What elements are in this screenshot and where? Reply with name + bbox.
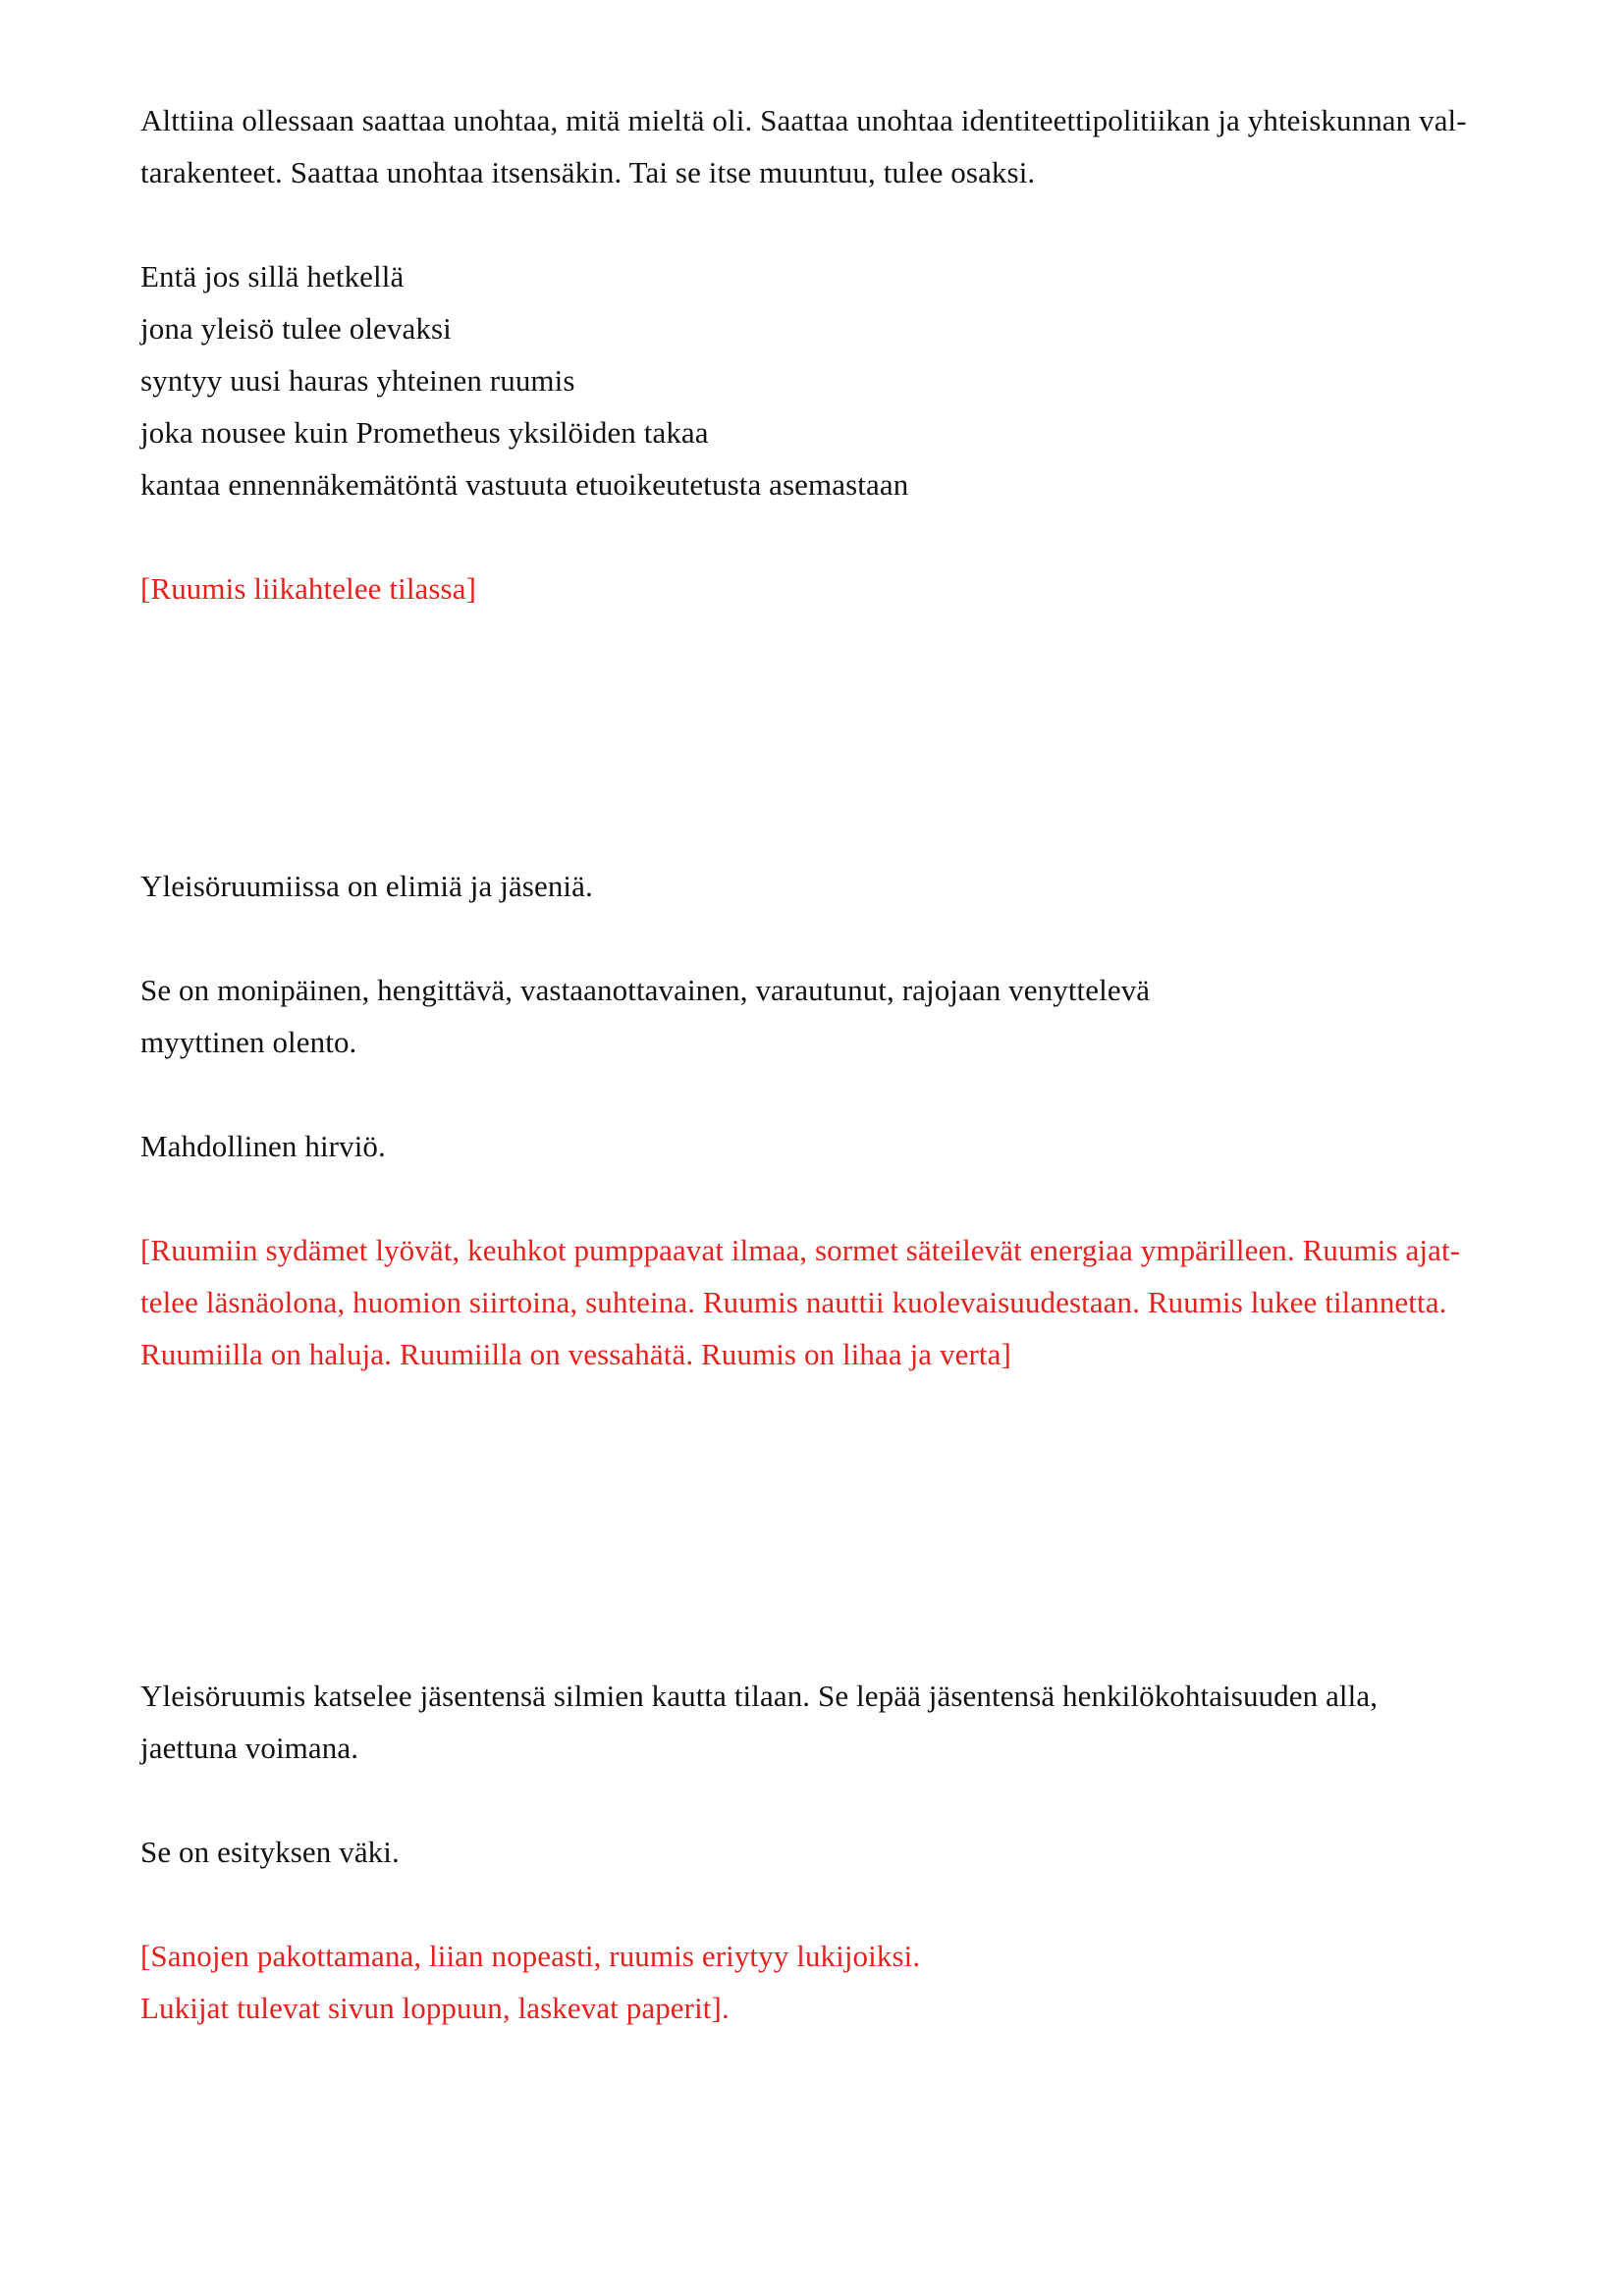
stanza-enta-jos-line: syntyy uusi hauras yhteinen ruumis [140, 363, 575, 398]
paragraph-vaki-line: Se on esityksen väki. [140, 1835, 400, 1869]
stage-direction-2-line: Ruumiilla on haluja. Ruumiilla on vessahätä. Ruumis on lihaa ja verta] [140, 1337, 1011, 1371]
stanza-enta-jos-line: jona yleisö tulee olevaksi [140, 311, 452, 346]
paragraph-monipainen-line: myyttinen olento. [140, 1025, 357, 1059]
paragraph-monipainen [140, 964, 1536, 1068]
document-body [140, 94, 1536, 2034]
stanza-enta-jos-line: joka nousee kuin Prometheus yksilöiden takaa [140, 415, 709, 450]
stanza-enta-jos-line: Entä jos sillä hetkellä [140, 259, 405, 294]
paragraph-elimia-line: Yleisöruumiissa on elimiä ja jäseniä. [140, 869, 593, 903]
stanza-enta-jos-line: kantaa ennennäkemätöntä vastuuta etuoikeutetusta asemastaan [140, 467, 909, 502]
paragraph-elimia [140, 860, 1536, 912]
stanza-enta-jos [140, 250, 1536, 510]
stage-direction-3-line: [Sanojen pakottamana, liian nopeasti, ruumis eriytyy lukijoiksi. [140, 1939, 921, 1973]
paragraph-katselee [140, 1670, 1536, 1774]
paragraph-intro-line: Alttiina ollessaan saattaa unohtaa, mitä mieltä oli. Saattaa unohtaa identiteettipolitiikan ja yhteiskunnan val- [140, 103, 1467, 137]
stage-direction-1 [140, 562, 1536, 614]
stage-direction-3-line: Lukijat tulevat sivun loppuun, laskevat paperit]. [140, 1991, 730, 2025]
paragraph-katselee-line: jaettuna voimana. [140, 1731, 359, 1765]
stage-direction-2 [140, 1224, 1536, 1380]
paragraph-hirvio [140, 1120, 1536, 1172]
paragraph-katselee-line: Yleisöruumis katselee jäsentensä silmien kautta tilaan. Se lepää jäsentensä henkilökohtaisuuden alla, [140, 1679, 1379, 1713]
stage-direction-1-line: [Ruumis liikahtelee tilassa] [140, 571, 476, 606]
paragraph-monipainen-line: Se on monipäinen, hengittävä, vastaanottavainen, varautunut, rajojaan venyttelevä [140, 973, 1151, 1007]
stage-direction-3 [140, 1930, 1536, 2034]
paragraph-vaki [140, 1826, 1536, 1878]
stage-direction-2-line: telee läsnäolona, huomion siirtoina, suhteina. Ruumis nauttii kuolevaisuudestaan. Ruumis lukee tilannetta. [140, 1285, 1447, 1319]
stage-direction-2-line: [Ruumiin sydämet lyövät, keuhkot pumppaavat ilmaa, sormet säteilevät energiaa ympärilleen. Ruumis ajat- [140, 1233, 1461, 1267]
paragraph-hirvio-line: Mahdollinen hirviö. [140, 1129, 386, 1163]
paragraph-intro [140, 94, 1536, 198]
paragraph-intro-line: tarakenteet. Saattaa unohtaa itsensäkin. Tai se itse muuntuu, tulee osaksi. [140, 155, 1036, 189]
